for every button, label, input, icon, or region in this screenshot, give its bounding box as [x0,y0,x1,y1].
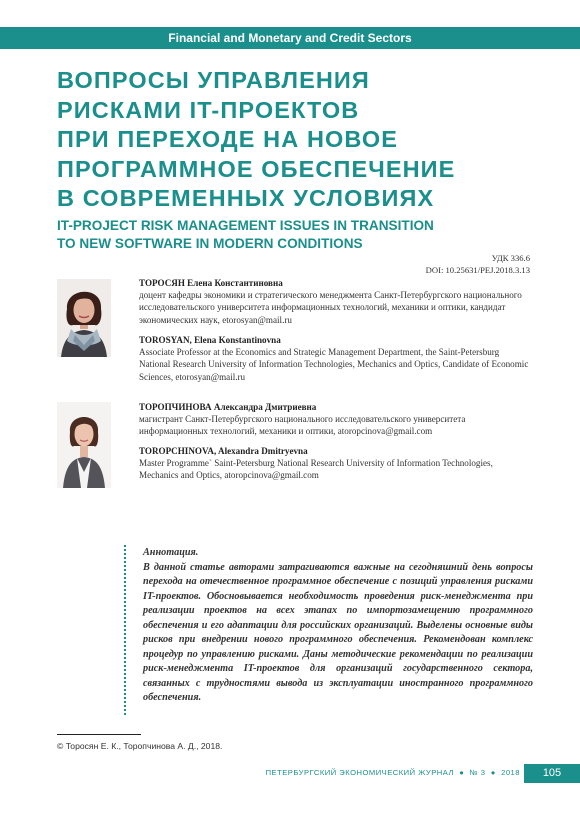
author-description-ru: доцент кафедры экономики и стратегического менеджмента Санкт-Петербургского национального исследовательского университета информационных технологий, механики и оптики, кандидат экономических наук, etorosyan@mail.ru [139,290,522,325]
author-photo-torosyan [57,279,111,357]
portrait-1-image [57,279,111,357]
author-toropchinova-en [139,445,531,482]
portrait-2-image [57,402,111,488]
author-toropchinova-ru [139,401,531,438]
author-name-en: TOROPCHINOVA, Alexandra Dmitryevna [139,446,308,456]
abstract-block [143,546,533,706]
abstract-text: В данной статье авторами затрагиваются важные на сегодняшний день вопросы перехода на отечественное программное обеспечение с позиций управления рисками IT-проектов. Обосновывается необходимость проведения риск-менеджмента при реализации проектов на всех этапах по импортозамещению программного обеспечения и его адаптации для российских организаций. Выделены основные виды рисков при внедрении нового программного обеспечения. Рекомендован комплекс процедур по управлению рисками. Даны методические рекомендации по реализации риск-менеджмента IT-проектов для организаций государственного сектора, связанных с трудностями вывода из эксплуатации иностранного программного обеспечения. [143,561,533,703]
author-photo-toropchinova [57,402,111,488]
footer-separator: ● [490,768,496,777]
author-name-ru: ТОРОСЯН Елена Константиновна [139,278,283,288]
footer-separator: ● [459,768,465,777]
author-description-ru: магистрант Санкт-Петербургского национального исследовательского университета информационных технологий, механики и оптики, atoropcinova@gmail.com [139,414,466,437]
article-title-en: IT-PROJECT RISK MANAGEMENT ISSUES IN TRANSITION TO NEW SOFTWARE IN MODERN CONDITIONS [57,218,434,251]
author-name-ru: ТОРОПЧИНОВА Александра Дмитриевна [139,402,317,412]
abstract-dotted-rule [124,545,128,715]
issue-number: № 3 [469,768,486,777]
issue-year: 2018 [501,768,520,777]
author-description-en: Associate Professor at the Economics and Strategic Management Department, the Saint-Petersburg National Research University of Information Technologies, Mechanics and Optics, Candidate of Economic Sciences, etorosyan@mail.ru [139,347,529,382]
copyright-note: © Торосян Е. К., Торопчинова А. Д., 2018. [57,741,223,751]
udk-block [426,252,530,276]
section-header-bar [0,27,580,49]
page-number: 105 [524,764,580,783]
author-name-en: TOROSYAN, Elena Konstantinovna [139,335,281,345]
author-description-en: Master Programme` Saint-Petersburg National Research University of Information Technologies, Mechanics and Optics, atoropcinova@gmail.com [139,458,493,481]
author-torosyan-en [139,334,531,383]
author-torosyan-ru [139,277,531,326]
footnote-divider [57,734,141,735]
journal-name: ПЕТЕРБУРГСКИЙ ЭКОНОМИЧЕСКИЙ ЖУРНАЛ [265,768,454,777]
running-footer [220,768,520,777]
udk-code: УДК 336.6 [491,253,530,263]
doi: DOI: 10.25631/PEJ.2018.3.13 [425,265,530,275]
article-title-ru: ВОПРОСЫ УПРАВЛЕНИЯ РИСКАМИ IT-ПРОЕКТОВ ПРИ ПЕРЕХОДЕ НА НОВОЕ ПРОГРАММНОЕ ОБЕСПЕЧЕНИЕ В СОВРЕМЕННЫХ УСЛОВИЯХ [57,67,456,211]
abstract-label: Аннотация. [143,547,199,558]
section-header: Financial and Monetary and Credit Sectors [168,31,412,45]
